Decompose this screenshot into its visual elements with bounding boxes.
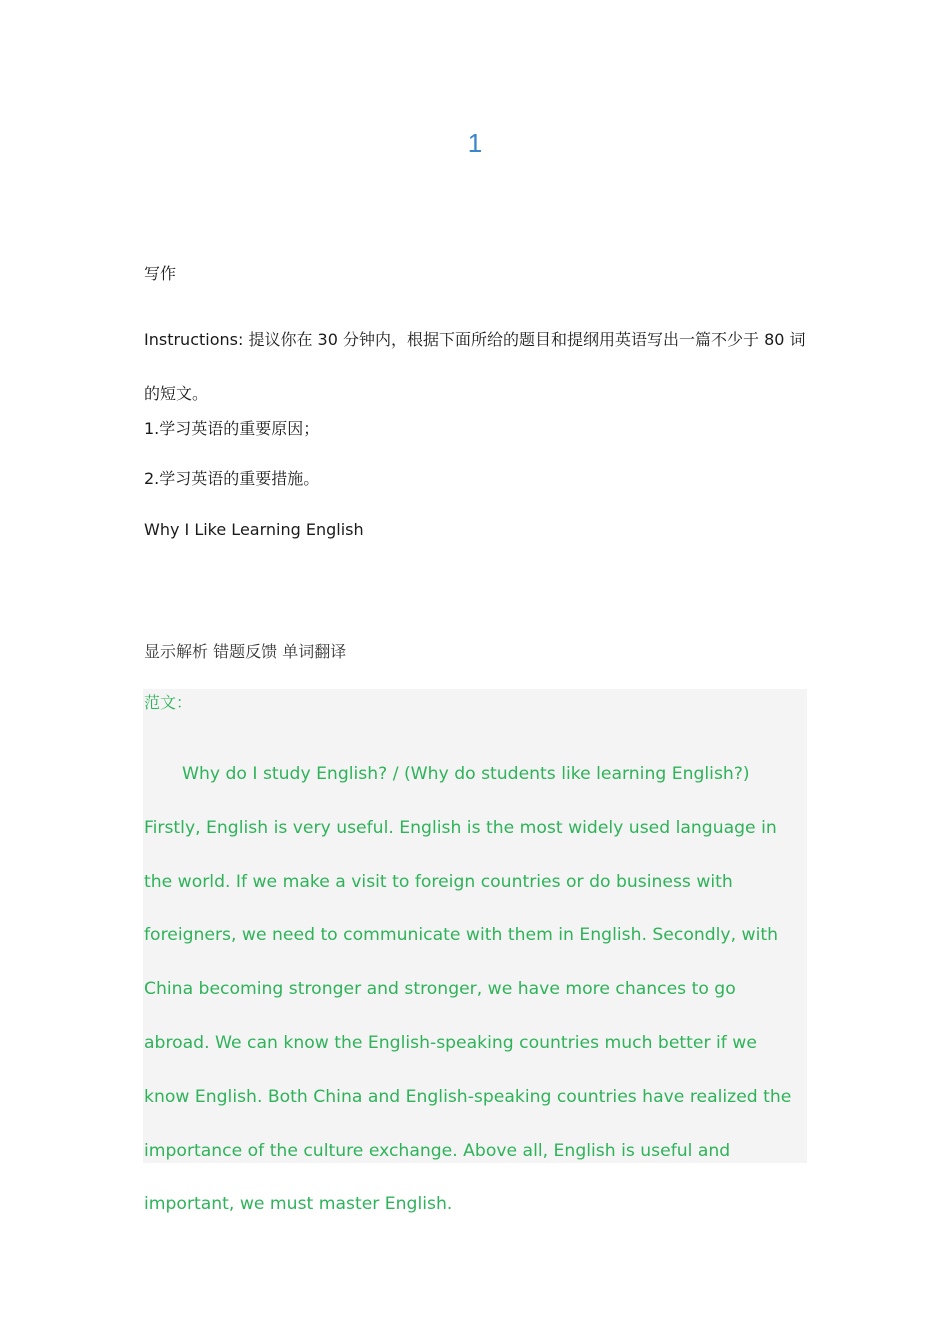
- outline-item-2: 2.学习英语的重要措施。: [144, 469, 320, 488]
- essay-title: Why I Like Learning English: [144, 520, 364, 539]
- word-translation-link[interactable]: 单词翻译: [282, 642, 347, 661]
- page-number: 1: [467, 128, 483, 158]
- error-feedback-link[interactable]: 错题反馈: [213, 642, 278, 661]
- sample-essay-box: [143, 689, 807, 1215]
- section-title: 写作: [144, 264, 177, 283]
- instructions-text: Instructions: 提议你在 30 分钟内，根据下面所给的题目和提纲用英语写出一篇不少于 80 词的短文。: [144, 330, 806, 403]
- show-analysis-link[interactable]: 显示解析: [144, 642, 209, 661]
- action-links: [144, 641, 346, 663]
- instructions: [144, 313, 808, 421]
- sample-label: 范文：: [144, 693, 193, 712]
- outline-item-1: 1.学习英语的重要原因；: [144, 419, 320, 438]
- sample-essay-text: Why do I study English? / (Why do students like learning English?) Firstly, English is very useful. English is the most widely used language in the world. If we make a visit to foreign countries or do business with foreigners, we need to communicate with them in English. Secondly, with China becoming stronger and stronger, we have more chances to go abroad. We can know the English-speaking countries much better if we know English. Both China and English-speaking countries have realized the importance of the culture exchange. Above all, English is useful and important, we must master English.: [144, 764, 792, 1215]
